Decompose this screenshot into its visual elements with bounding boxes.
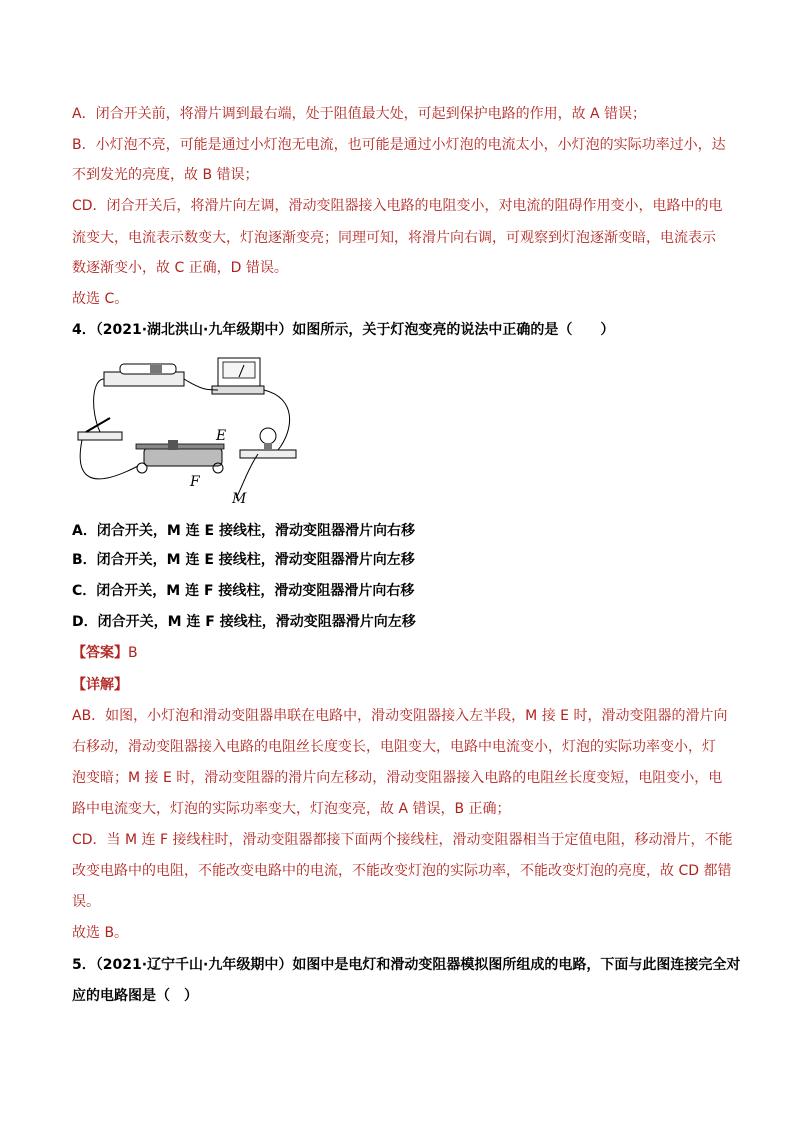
ammeter-icon [212, 358, 264, 394]
detail-line-7: 误。 [72, 894, 100, 910]
battery-icon [104, 364, 184, 386]
detail-line-4: 路中电流变大，灯泡的实际功率变大，灯泡变亮，故 A 错误，B 正确； [72, 801, 511, 817]
label-m: M [232, 491, 247, 507]
switch-icon [78, 418, 122, 440]
answer-value: B [128, 645, 138, 661]
prev-explanation-b-1: B．小灯泡不亮，可能是通过小灯泡无电流，也可能是通过小灯泡的电流太小，小灯泡的实际功率过小，达 [72, 137, 726, 153]
detail-line-5: CD．当 M 连 F 接线柱时，滑动变阻器都接下面两个接线柱，滑动变阻器相当于定值电阻，移动滑片，不能 [72, 832, 733, 848]
detail-line-6: 改变电路中的电阻，不能改变电路中的电流，不能改变灯泡的实际功率，不能改变灯泡的亮度，故 CD 都错 [72, 863, 732, 879]
detail-line-2: 右移动，滑动变阻器接入电路的电阻丝长度变长，电阻变大，电路中电流变小，灯泡的实际功率变小，灯 [72, 739, 716, 755]
prev-choose-line: 故选 C。 [72, 291, 129, 307]
detail-line-3: 泡变暗；M 接 E 时，滑动变阻器的滑片向左移动，滑动变阻器接入电路的电阻丝长度变短，电阻变小，电 [72, 770, 723, 786]
prev-explanation-cd-3: 数逐渐变小，故 C 正确，D 错误。 [72, 260, 288, 276]
answer-line [72, 643, 732, 663]
detail-line-8: 故选 B。 [72, 925, 129, 941]
detail-tag: 【详解】 [72, 677, 128, 693]
rheostat-icon [136, 440, 224, 473]
circuit-figure [72, 350, 312, 510]
question-5-stem-2: 应的电路图是（ ） [72, 988, 198, 1004]
option-b: B．闭合开关，M 连 E 接线柱，滑动变阻器滑片向左移 [72, 552, 415, 568]
label-f: F [190, 474, 200, 490]
prev-explanation-a: A．闭合开关前，将滑片调到最右端，处于阻值最大处，可起到保护电路的作用，故 A 错误； [72, 106, 647, 122]
prev-explanation-b-2: 不到发光的亮度，故 B 错误； [72, 167, 259, 183]
label-e: E [216, 428, 227, 444]
detail-line-1: AB．如图，小灯泡和滑动变阻器串联在电路中，滑动变阻器接入左半段，M 接 E 时，滑动变阻器的滑片向 [72, 708, 728, 724]
option-d: D．闭合开关，M 连 F 接线柱，滑动变阻器滑片向左移 [72, 614, 416, 630]
option-c: C．闭合开关，M 连 F 接线柱，滑动变阻器滑片向右移 [72, 583, 415, 599]
prev-explanation-cd-1: CD．闭合开关后，将滑片向左调，滑动变阻器接入电路的电阻变小，对电流的阻碍作用变小，电路中的电 [72, 198, 723, 214]
question-4-stem: 4．（2021·湖北洪山·九年级期中）如图所示，关于灯泡变亮的说法中正确的是（ ） [72, 322, 615, 338]
answer-tag: 【答案】 [72, 645, 128, 661]
option-a: A．闭合开关，M 连 E 接线柱，滑动变阻器滑片向右移 [72, 523, 415, 539]
prev-explanation-cd-2: 流变大，电流表示数变大，灯泡逐渐变亮；同理可知，将滑片向右调，可观察到灯泡逐渐变暗，电流表示 [72, 230, 716, 246]
question-5-stem-1: 5．（2021·辽宁千山·九年级期中）如图中是电灯和滑动变阻器模拟图所组成的电路，下面与此图连接完全对 [72, 957, 741, 973]
